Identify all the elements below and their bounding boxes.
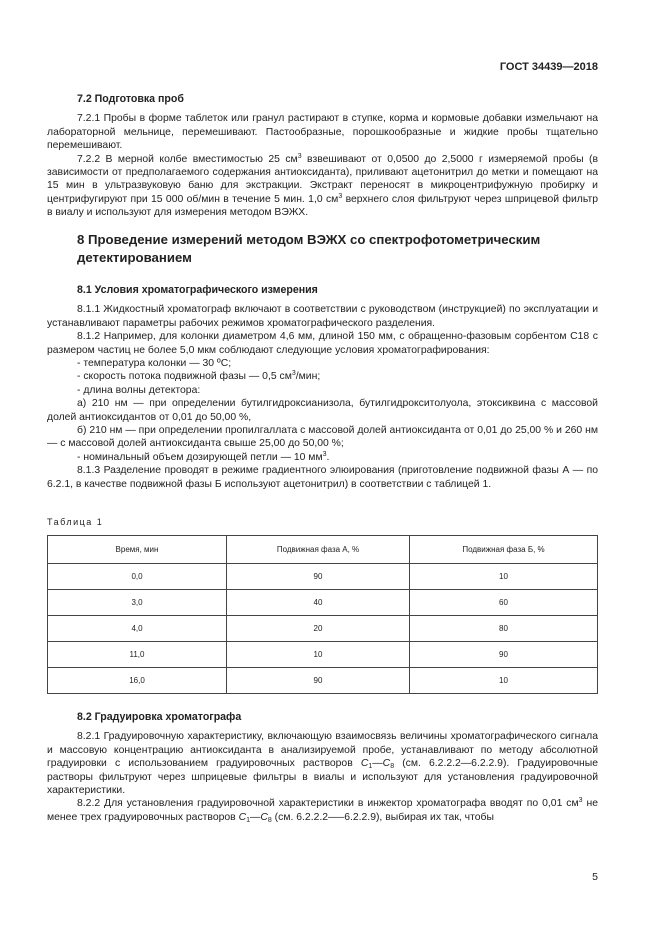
sub: 8 — [267, 816, 272, 824]
table-caption: Таблица 1 — [47, 517, 104, 527]
section-heading: 8 Проведение измерений методом ВЭЖХ со спектрофотометрическим детектированием — [77, 232, 541, 265]
cell: 0,0 — [48, 564, 227, 590]
table-row — [48, 642, 598, 668]
table-1 — [47, 535, 598, 694]
column-header: Подвижная фаза А, % — [227, 536, 410, 564]
cell: 60 — [410, 590, 598, 616]
text: . — [326, 451, 330, 463]
cell: 90 — [227, 564, 410, 590]
table-1-block — [47, 516, 598, 694]
text: /мин; — [295, 371, 321, 383]
text: — — [372, 758, 383, 770]
table-row — [48, 616, 598, 642]
column-header: Подвижная фаза Б, % — [410, 536, 598, 564]
paragraph-8-2-2 — [47, 797, 598, 824]
section-8-1 — [47, 284, 598, 491]
var: C — [260, 811, 268, 823]
paragraph-8-1-3: 8.1.3 Разделение проводят в режиме градиентного элюирования (приготовление подвижной фазы А — по 6.2.1, в качестве подвижной фазы Б используют ацетонитрил) в соответствии с таблицей 1. — [47, 465, 598, 490]
cell: 90 — [227, 668, 410, 694]
list-item: а) 210 нм — при определении бутилгидроксианизола, бутилгидрокситолуола, этоксиквина с массовой долей антиоксидантов от 0,01 до 50,00 %, — [47, 398, 598, 423]
table-row — [48, 564, 598, 590]
sup: 3 — [578, 797, 583, 805]
text: 8.2.1 Градуировочную характеристику, включающую взаимосвязь величины хроматографического сигнала и массовую концентрацию антиоксиданта в анализируемой пробе, устанавливают по методу абсолютной градуировки с использованием градуировочных растворов — [47, 731, 598, 770]
text: (см. 6.2.2.2—–6.2.2.9), выбирая их так, чтобы — [271, 811, 494, 823]
paragraph-8-1-2: 8.1.2 Например, для колонки диаметром 4,6 мм, длиной 150 мм, с обращенно-фазовым сорбентом С18 с размером частиц не более 5,0 мкм соблюдают следующие условия хроматографирования: — [47, 331, 598, 356]
table-row — [48, 590, 598, 616]
text: (см. 6.2.2.2—6.2.2.9). Градуировочные растворы фильтруют через шприцевые фильтры в виалы и используют для установления градуировочной характеристики. — [47, 758, 598, 797]
text: верхнего слоя фильтруют через шприцевой фильтр в виалу и используют для измерения методом ВЭЖХ. — [47, 193, 598, 219]
table-row — [48, 668, 598, 694]
cell: 20 — [227, 616, 410, 642]
cell: 10 — [410, 668, 598, 694]
var: C — [360, 758, 369, 770]
text: 7.2.2 В мерной колбе вместимостью 25 см — [77, 153, 298, 165]
text: взвешивают от 0,0500 до 2,5000 г измеряемой пробы (в зависимости от предполагаемого содержания антиоксиданта), приливают ацетонитрил до метки и помещают на 15 мин в ультразвуковую баню для экстракции. Экстракт переносят в микроцентрифужную пробирку и центрифугируют при 15 000 об/мин в течение 5 мин. 1,0 см — [47, 153, 598, 205]
table-header-row — [48, 536, 598, 564]
sup: 3 — [297, 152, 302, 160]
cell: 10 — [227, 642, 410, 668]
cell: 80 — [410, 616, 598, 642]
cell: 40 — [227, 590, 410, 616]
text: не менее трех градуировочных растворов — [47, 798, 599, 823]
sub: 8 — [390, 763, 395, 771]
sup: 3 — [322, 450, 327, 458]
var: C — [238, 811, 247, 823]
cell: 90 — [410, 642, 598, 668]
paragraph-8-2-1 — [47, 730, 598, 797]
sub: 1 — [246, 816, 250, 824]
text: 8.2.2 Для установления градуировочной характеристики в инжектор хроматографа вводят по 0,01 см — [77, 798, 579, 810]
paragraph-8-1-1: 8.1.1 Жидкостный хроматограф включают в соответствии с руководством (инструкцией) по эксплуатации и устанавливают параметры рабочих режимов хроматографического разделения. — [47, 304, 598, 329]
section-heading: 8.1 Условия хроматографического измерения — [77, 284, 318, 296]
text: - скорость потока подвижной фазы — 0,5 см — [77, 371, 292, 383]
list-item — [47, 370, 598, 383]
list-item: - температура колонки — 30 ºС; — [77, 358, 232, 370]
sup: 3 — [291, 370, 296, 378]
column-header: Время, мин — [48, 536, 227, 564]
paragraph-7-2-2 — [47, 153, 598, 220]
cell: 4,0 — [48, 616, 227, 642]
cell: 11,0 — [48, 642, 227, 668]
section-7-2 — [47, 93, 598, 220]
list-item — [47, 451, 598, 464]
cell: 10 — [410, 564, 598, 590]
section-8 — [47, 231, 598, 267]
list-item: б) 210 нм — при определении пропилгаллата с массовой долей антиоксиданта от 0,01 до 25,00 % и 260 нм — с массовой долей антиоксиданта свыше 25,00 до 50,00 %; — [47, 425, 598, 450]
list-item: - длина волны детектора: — [77, 384, 201, 396]
var: C — [382, 758, 391, 770]
section-heading: 7.2 Подготовка проб — [77, 93, 184, 105]
cell: 16,0 — [48, 668, 227, 694]
sup: 3 — [338, 192, 343, 200]
page-number: 5 — [592, 871, 598, 883]
section-heading: 8.2 Градуировка хроматографа — [77, 711, 242, 723]
paragraph-7-2-1: 7.2.1 Пробы в форме таблеток или гранул растирают в ступке, корма и кормовые добавки измельчают на лабораторной мельнице, перемешивают. Пастообразные, порошкообразные и жидкие пробы тщательно перемешивают. — [47, 113, 598, 152]
section-8-2 — [47, 711, 598, 824]
cell: 3,0 — [48, 590, 227, 616]
sub: 1 — [368, 763, 373, 771]
text: — — [249, 811, 261, 823]
text: - номинальный объем дозирующей петли — 10 мм — [77, 451, 323, 463]
document-id: ГОСТ 34439—2018 — [499, 61, 598, 73]
